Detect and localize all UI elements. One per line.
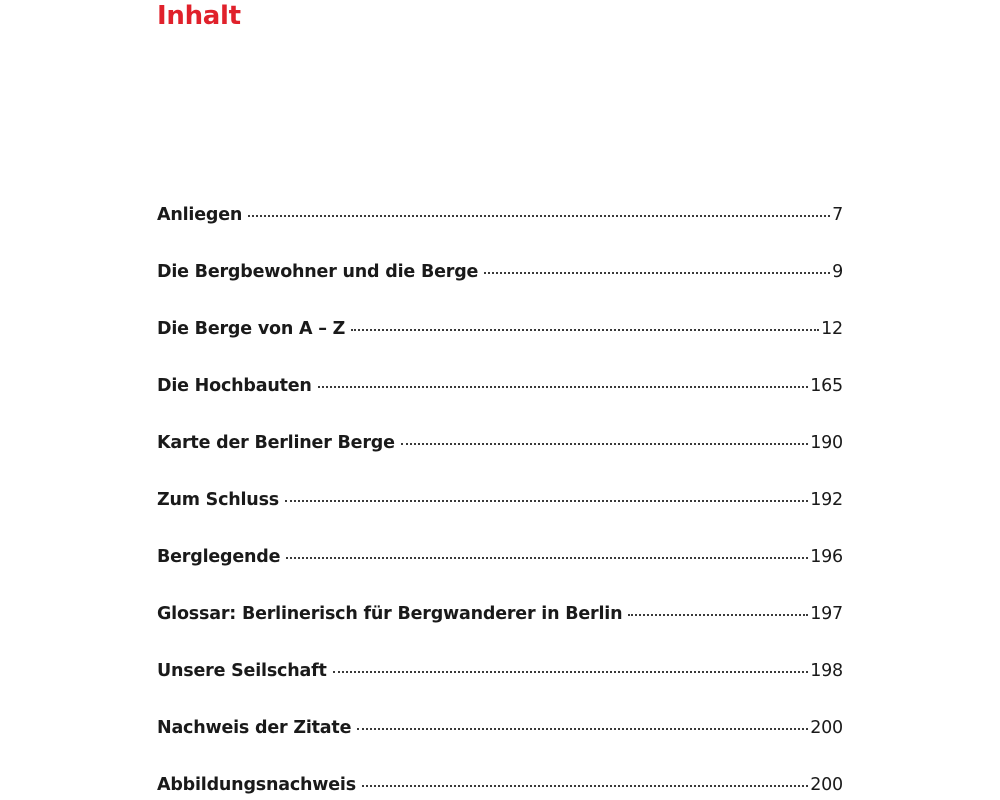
toc-entry-title: Anliegen — [157, 205, 243, 225]
dot-leader — [248, 214, 830, 217]
toc-entry-page: 196 — [810, 547, 843, 567]
toc-entry-page: 12 — [821, 319, 843, 339]
toc-entry[interactable] — [157, 260, 843, 317]
toc-entry-title: Nachweis der Zitate — [157, 718, 352, 738]
toc-entry-title: Abbildungsnachweis — [157, 775, 356, 795]
toc-entry-title: Zum Schluss — [157, 490, 280, 510]
toc-entry[interactable] — [157, 317, 843, 374]
toc-entry[interactable] — [157, 545, 843, 602]
toc-entry-title: Die Hochbauten — [157, 376, 312, 396]
dot-leader — [362, 784, 808, 787]
dot-leader — [401, 442, 808, 445]
toc-entry-page: 192 — [810, 490, 843, 510]
dot-leader — [357, 727, 808, 730]
toc-entry-page: 9 — [832, 262, 843, 282]
dot-leader — [628, 613, 808, 616]
toc-entry-page: 198 — [810, 661, 843, 681]
toc-entry-page: 200 — [810, 775, 843, 795]
toc-entry[interactable] — [157, 203, 843, 260]
toc-entry-page: 190 — [810, 433, 843, 453]
toc-entry[interactable] — [157, 602, 843, 659]
dot-leader — [318, 385, 809, 388]
toc-entry-title: Unsere Seilschaft — [157, 661, 327, 681]
dot-leader — [286, 556, 808, 559]
toc-entry-title: Glossar: Berlinerisch für Bergwanderer in Berlin — [157, 604, 623, 624]
toc-entry-page: 197 — [810, 604, 843, 624]
dot-leader — [285, 499, 808, 502]
toc-entry[interactable] — [157, 374, 843, 431]
toc-entry-page: 200 — [810, 718, 843, 738]
toc-entry-page: 7 — [832, 205, 843, 225]
dot-leader — [484, 271, 830, 274]
dot-leader — [351, 328, 819, 331]
page-title: Inhalt — [157, 1, 241, 31]
toc-entry[interactable] — [157, 716, 843, 773]
toc-entry[interactable] — [157, 488, 843, 545]
dot-leader — [333, 670, 809, 673]
toc-entry-page: 165 — [810, 376, 843, 396]
toc-entry-title: Berglegende — [157, 547, 281, 567]
toc-entry[interactable] — [157, 431, 843, 488]
toc-entry[interactable] — [157, 659, 843, 716]
table-of-contents — [157, 203, 843, 800]
toc-entry-title: Die Berge von A – Z — [157, 319, 346, 339]
toc-entry[interactable] — [157, 773, 843, 800]
toc-entry-title: Karte der Berliner Berge — [157, 433, 395, 453]
toc-entry-title: Die Bergbewohner und die Berge — [157, 262, 479, 282]
